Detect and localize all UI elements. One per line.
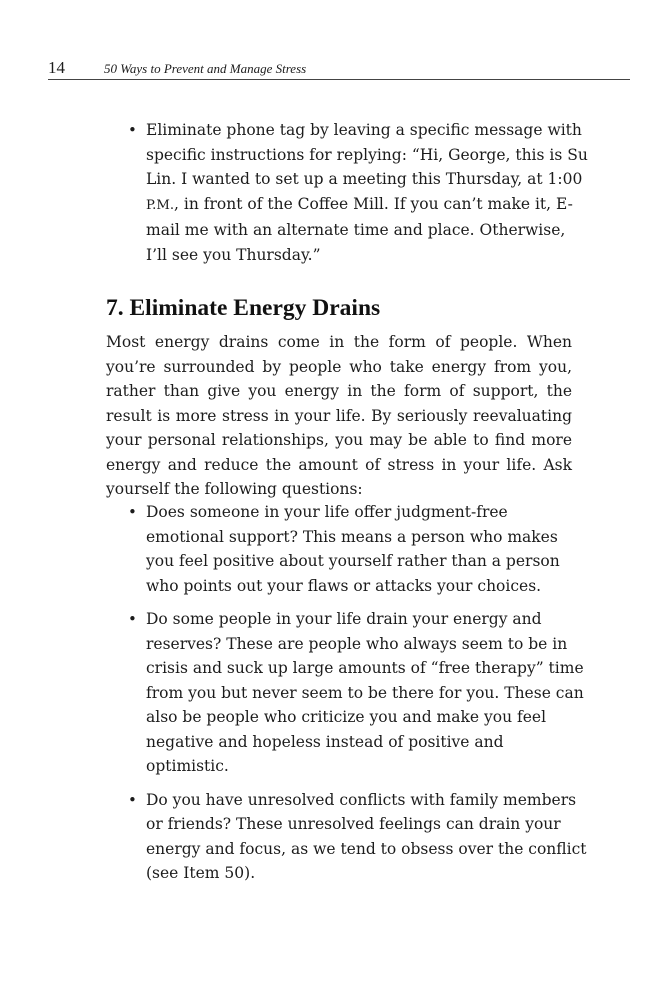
bullet-text: Do some people in your life drain your energy and reserves? These are people who always seem to be in crisis and suck up large amounts of “free therapy” time from you but never seem to be there for you. These can also be people who criticize you and make you feel negative and hopeless instead of positive and optimistic. (146, 610, 584, 775)
bullet-text: Does someone in your life offer judgment-free emotional support? This means a person who makes you feel positive about yourself rather than a person who points out your flaws or attacks your choices. (146, 503, 560, 595)
list-item (108, 500, 588, 598)
question-bullet-list (108, 500, 588, 895)
bullet-icon: • (128, 790, 137, 809)
list-item (108, 118, 588, 267)
bullet-icon: • (128, 121, 137, 139)
running-head (48, 58, 628, 78)
page-number: 14 (48, 58, 65, 77)
section-heading: 7. Eliminate Energy Drains (106, 295, 381, 321)
bullet-icon: • (128, 503, 137, 521)
header-divider (48, 79, 630, 80)
list-item (108, 607, 588, 779)
bullet-icon: • (128, 610, 137, 628)
top-bullet-list (108, 118, 588, 276)
bullet-text: Do you have unresolved conflicts with family members or friends? These unresolved feelings can drain your energy and focus, as we tend to obsess over the conflict (see Item 50). (146, 790, 587, 882)
list-item (108, 788, 588, 886)
bullet-text: Eliminate phone tag by leaving a specific message with specific instructions for replying: “Hi, George, this is Su Lin. I wanted to set up a meeting this Thursday, at 1:00 P.M., in front of the Coffee Mill. If you can’t make it, E-mail me with an alternate time and place. Otherwise, I’ll see you Thursday.” (146, 121, 588, 264)
book-title: 50 Ways to Prevent and Manage Stress (104, 61, 307, 76)
body-paragraph: Most energy drains come in the form of people. When you’re surrounded by people who take energy from you, rather than give you energy in the form of support, the result is more stress in your life. By seriously reevaluating your personal relationships, you may be able to find more energy and reduce the amount of stress in your life. Ask yourself the following questions: (106, 333, 572, 498)
